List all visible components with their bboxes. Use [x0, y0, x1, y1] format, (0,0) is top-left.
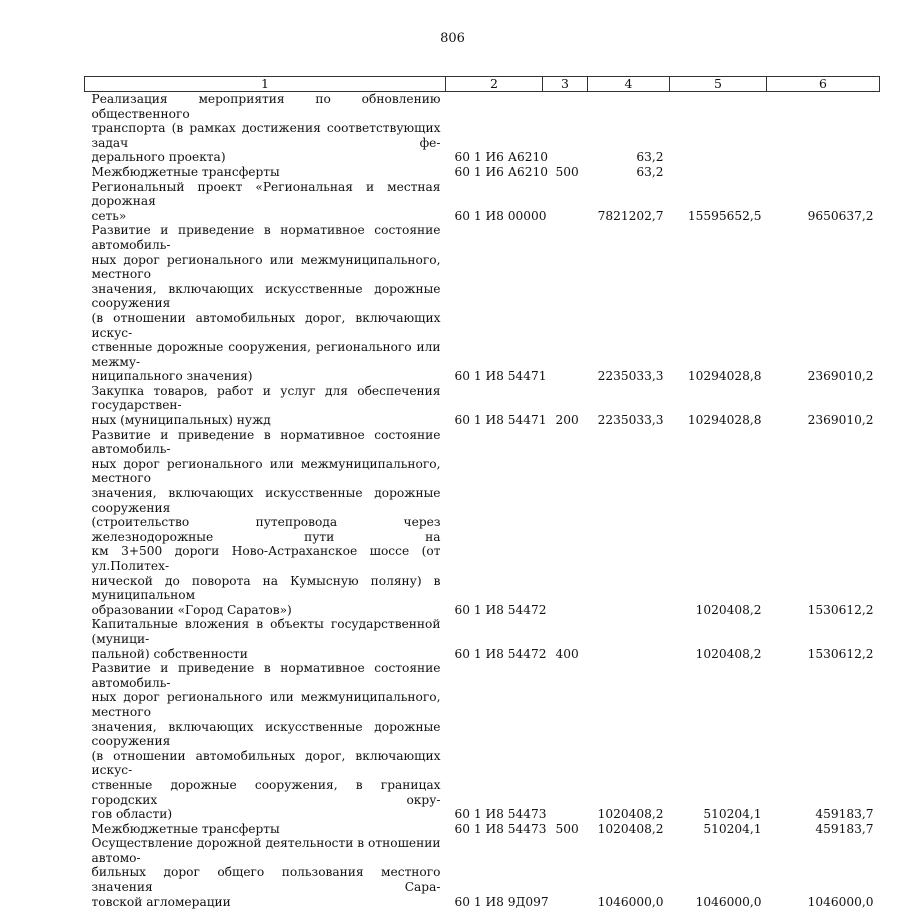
amount-col-5: 1020408,2	[670, 617, 767, 661]
header-col-2: 2	[446, 77, 543, 92]
header-col-5: 5	[670, 77, 767, 92]
amount-col-4: 2235033,3	[588, 384, 670, 428]
expense-type: 400	[543, 617, 588, 661]
description-line: ных дорог регионального или межмуниципального, местного	[92, 457, 441, 486]
table-row	[85, 822, 880, 837]
target-code: 60 1 И8 54471	[446, 384, 543, 428]
description-line: бильных дорог общего пользования местного значения Сара-	[92, 865, 441, 894]
expense-type	[543, 661, 588, 822]
description-line: пальной) собственности	[92, 647, 441, 662]
description-line: значения, включающих искусственные дорожные сооружения	[92, 486, 441, 515]
row-description	[85, 661, 446, 822]
row-description	[85, 165, 446, 180]
amount-col-4: 1046000,0	[588, 836, 670, 909]
amount-col-5: 510204,1	[670, 661, 767, 822]
description-line: Региональный проект «Региональная и местная дорожная	[92, 180, 441, 209]
row-description	[85, 384, 446, 428]
target-code: 60 1 И8 54472	[446, 617, 543, 661]
amount-col-6: 9650637,2	[767, 180, 880, 224]
description-line: Развитие и приведение в нормативное состояние автомобиль-	[92, 661, 441, 690]
description-line: км 3+500 дороги Ново-Астраханское шоссе (от ул.Политех-	[92, 544, 441, 573]
amount-col-6	[767, 165, 880, 180]
amount-col-5	[670, 165, 767, 180]
expense-type	[543, 180, 588, 224]
amount-col-5	[670, 92, 767, 165]
description-line: нической до поворота на Кумысную поляну) в муниципальном	[92, 574, 441, 603]
amount-col-6: 459183,7	[767, 822, 880, 837]
description-line: (в отношении автомобильных дорог, включающих искус-	[92, 311, 441, 340]
amount-col-5: 10294028,8	[670, 223, 767, 384]
amount-col-5: 1020408,2	[670, 428, 767, 618]
description-line: ных дорог регионального или межмуниципального, местного	[92, 690, 441, 719]
amount-col-4: 1020408,2	[588, 661, 670, 822]
description-line: значения, включающих искусственные дорожные сооружения	[92, 720, 441, 749]
row-description	[85, 92, 446, 165]
amount-col-4	[588, 617, 670, 661]
target-code: 60 1 И8 00000	[446, 180, 543, 224]
description-line: транспорта (в рамках достижения соответствующих задач фе-	[92, 121, 441, 150]
row-description	[85, 822, 446, 837]
amount-col-6: 1530612,2	[767, 428, 880, 618]
description-line: ственные дорожные сооружения, регионального или межму-	[92, 340, 441, 369]
description-line: образовании «Город Саратов»)	[92, 603, 441, 618]
amount-col-6: 1046000,0	[767, 836, 880, 909]
amount-col-5: 1046000,0	[670, 836, 767, 909]
table-row	[85, 617, 880, 661]
description-line: значения, включающих искусственные дорожные сооружения	[92, 282, 441, 311]
expense-type	[543, 223, 588, 384]
amount-col-6	[767, 92, 880, 165]
description-line: ных (муниципальных) нужд	[92, 413, 441, 428]
description-line: Развитие и приведение в нормативное состояние автомобиль-	[92, 428, 441, 457]
header-col-3: 3	[543, 77, 588, 92]
page-number: 806	[0, 31, 905, 46]
target-code: 60 1 И8 54472	[446, 428, 543, 618]
amount-col-6: 459183,7	[767, 661, 880, 822]
amount-col-4	[588, 428, 670, 618]
amount-col-6: 2369010,2	[767, 223, 880, 384]
amount-col-6: 1530612,2	[767, 617, 880, 661]
amount-col-4: 63,2	[588, 92, 670, 165]
amount-col-4: 63,2	[588, 165, 670, 180]
description-line: Межбюджетные трансферты	[92, 822, 441, 837]
target-code: 60 1 И8 54473	[446, 822, 543, 837]
table-row	[85, 223, 880, 384]
expense-type: 500	[543, 165, 588, 180]
description-line: товской агломерации	[92, 895, 441, 909]
header-col-6: 6	[767, 77, 880, 92]
row-description	[85, 836, 446, 909]
column-number-header	[85, 77, 880, 92]
description-line: (в отношении автомобильных дорог, включающих искус-	[92, 749, 441, 778]
table-row	[85, 180, 880, 224]
description-line: Межбюджетные трансферты	[92, 165, 441, 180]
amount-col-4: 7821202,7	[588, 180, 670, 224]
target-code: 60 1 И8 54473	[446, 661, 543, 822]
table-row	[85, 661, 880, 822]
amount-col-6: 2369010,2	[767, 384, 880, 428]
description-line: Осуществление дорожной деятельности в отношении автомо-	[92, 836, 441, 865]
target-code: 60 1 И8 54471	[446, 223, 543, 384]
description-line: гов области)	[92, 807, 441, 822]
amount-col-5: 15595652,5	[670, 180, 767, 224]
row-description	[85, 223, 446, 384]
row-description	[85, 617, 446, 661]
header-col-1: 1	[85, 77, 446, 92]
amount-col-4: 2235033,3	[588, 223, 670, 384]
target-code: 60 1 И8 9Д097	[446, 836, 543, 909]
table-row	[85, 428, 880, 618]
table-row	[85, 384, 880, 428]
amount-col-4: 1020408,2	[588, 822, 670, 837]
description-line: сеть»	[92, 209, 441, 224]
target-code: 60 1 И6 А6210	[446, 165, 543, 180]
row-description	[85, 180, 446, 224]
description-line: Развитие и приведение в нормативное состояние автомобиль-	[92, 223, 441, 252]
description-line: дерального проекта)	[92, 150, 441, 165]
description-line: ных дорог регионального или межмуниципального, местного	[92, 253, 441, 282]
expense-type: 200	[543, 384, 588, 428]
row-description	[85, 428, 446, 618]
amount-col-5: 510204,1	[670, 822, 767, 837]
table-row	[85, 836, 880, 909]
amount-col-5: 10294028,8	[670, 384, 767, 428]
description-line: (строительство путепровода через железнодорожные пути на	[92, 515, 441, 544]
budget-table	[84, 76, 880, 909]
table-body	[85, 92, 880, 909]
header-col-4: 4	[588, 77, 670, 92]
target-code: 60 1 И6 А6210	[446, 92, 543, 165]
description-line: ственные дорожные сооружения, в границах городских окру-	[92, 778, 441, 807]
expense-type: 500	[543, 822, 588, 837]
table-row	[85, 92, 880, 165]
description-line: ниципального значения)	[92, 369, 441, 384]
table-row	[85, 165, 880, 180]
description-line: Закупка товаров, работ и услуг для обеспечения государствен-	[92, 384, 441, 413]
expense-type	[543, 428, 588, 618]
description-line: Реализация мероприятия по обновлению общественного	[92, 92, 441, 121]
description-line: Капитальные вложения в объекты государственной (муници-	[92, 617, 441, 646]
expense-type	[543, 92, 588, 165]
expense-type	[543, 836, 588, 909]
